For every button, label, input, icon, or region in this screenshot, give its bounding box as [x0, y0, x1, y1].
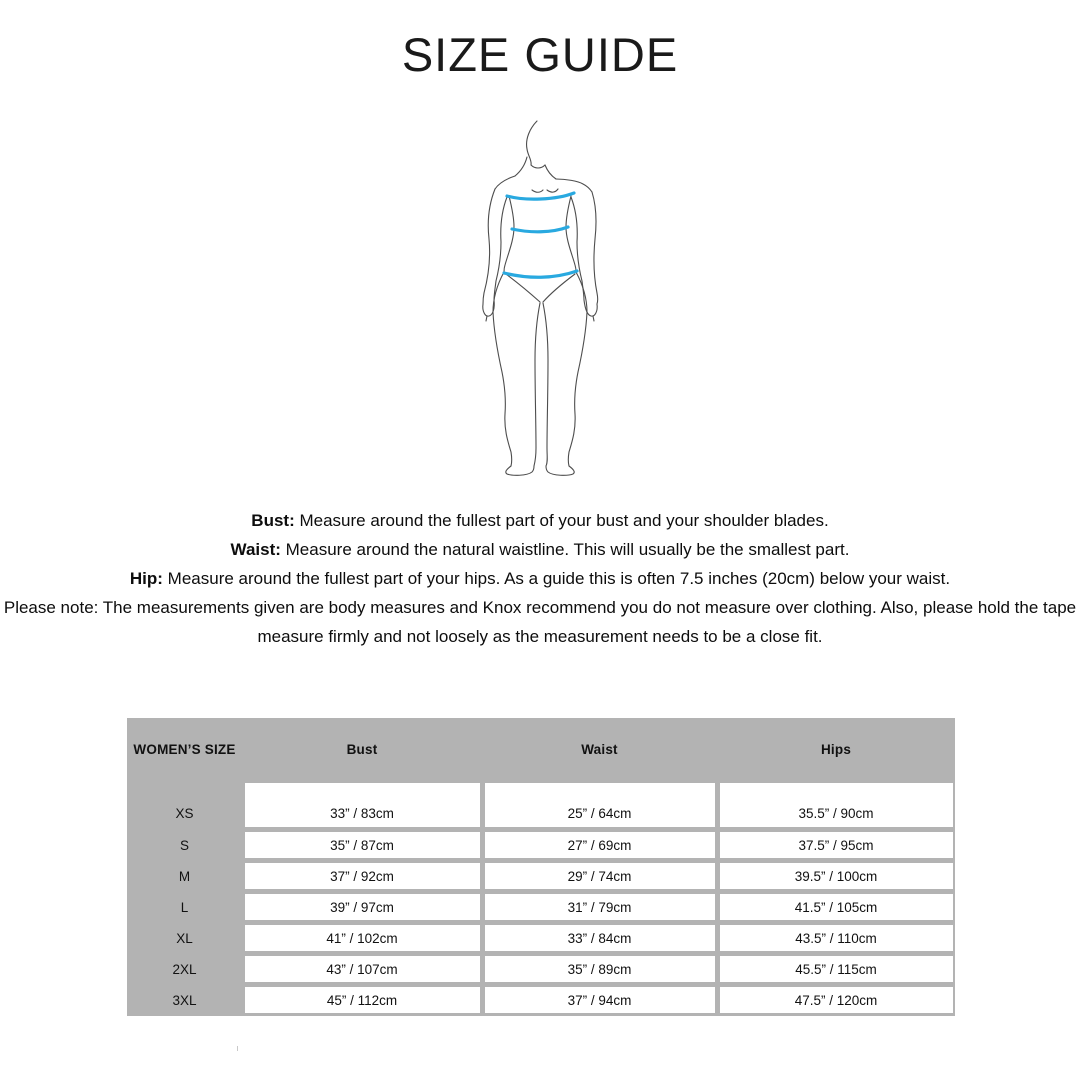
- waist-value: 27” / 69cm: [485, 832, 715, 858]
- hips-value: 35.5” / 90cm: [720, 783, 953, 827]
- hips-value: 41.5” / 105cm: [720, 894, 953, 920]
- column-header-hips: Hips: [820, 741, 852, 757]
- waist-measure-line: [512, 227, 568, 232]
- instruction-hip-label: Hip:: [129, 569, 163, 588]
- size-label: L: [180, 899, 189, 915]
- instruction-bust-label: Bust:: [251, 511, 295, 530]
- column-header-waist: Waist: [581, 741, 618, 757]
- table-row-xs: [127, 783, 955, 832]
- bust-value: 33” / 83cm: [245, 783, 480, 827]
- bust-value: 37” / 92cm: [245, 863, 480, 889]
- table-row-xl: [127, 925, 955, 956]
- size-label: XL: [176, 930, 193, 946]
- bust-measure-line: [507, 193, 574, 199]
- waist-value: 35” / 89cm: [485, 956, 715, 982]
- column-header-bust: Bust: [346, 741, 378, 757]
- size-label: M: [178, 868, 191, 884]
- table-header-row: [127, 718, 955, 780]
- instruction-bust-text: Measure around the fullest part of your bust and your shoulder blades.: [294, 511, 829, 530]
- hips-value: 45.5” / 115cm: [720, 956, 953, 982]
- instruction-bust: [0, 506, 1080, 535]
- instruction-waist: [0, 535, 1080, 564]
- size-label: 3XL: [172, 992, 197, 1008]
- hips-value: 43.5” / 110cm: [720, 925, 953, 951]
- table-row-m: [127, 863, 955, 894]
- table-row-s: [127, 832, 955, 863]
- table-row-3xl: [127, 987, 955, 1013]
- waist-value: 33” / 84cm: [485, 925, 715, 951]
- bust-value: 45” / 112cm: [245, 987, 480, 1013]
- measurement-lines: [504, 193, 577, 277]
- note-line-1: Please note: The measurements given are body measures and Knox recommend you do not measure over clothing. Also, please hold the tape: [3, 598, 1077, 617]
- instruction-waist-label: Waist:: [230, 540, 281, 559]
- bust-value: 35” / 87cm: [245, 832, 480, 858]
- female-body-measurement-figure: [470, 112, 630, 497]
- bust-value: 41” / 102cm: [245, 925, 480, 951]
- hips-value: 47.5” / 120cm: [720, 987, 953, 1013]
- bust-value: 43” / 107cm: [245, 956, 480, 982]
- instruction-waist-text: Measure around the natural waistline. This will usually be the smallest part.: [280, 540, 850, 559]
- size-table: [127, 718, 955, 1016]
- body-outline: [483, 121, 598, 475]
- waist-value: 25” / 64cm: [485, 783, 715, 827]
- waist-value: 31” / 79cm: [485, 894, 715, 920]
- waist-value: 37” / 94cm: [485, 987, 715, 1013]
- table-row-l: [127, 894, 955, 925]
- hips-value: 37.5” / 95cm: [720, 832, 953, 858]
- stray-mark: [237, 1046, 238, 1051]
- column-header-womens-size: WOMEN’S SIZE: [133, 741, 236, 757]
- waist-value: 29” / 74cm: [485, 863, 715, 889]
- measuring-instructions: [0, 506, 1080, 651]
- instruction-hip: [0, 564, 1080, 593]
- size-label: 2XL: [172, 961, 197, 977]
- bust-value: 39” / 97cm: [245, 894, 480, 920]
- size-label: S: [179, 837, 189, 853]
- instruction-hip-text: Measure around the fullest part of your hips. As a guide this is often 7.5 inches (20cm) below your waist.: [162, 569, 951, 588]
- hips-value: 39.5” / 100cm: [720, 863, 953, 889]
- size-label: XS: [175, 806, 194, 821]
- hips-measure-line: [504, 271, 577, 277]
- table-row-2xl: [127, 956, 955, 987]
- table-body: [127, 780, 955, 1016]
- note-line-2: measure firmly and not loosely as the measurement needs to be a close fit.: [257, 627, 823, 646]
- page-title: SIZE GUIDE: [401, 28, 679, 81]
